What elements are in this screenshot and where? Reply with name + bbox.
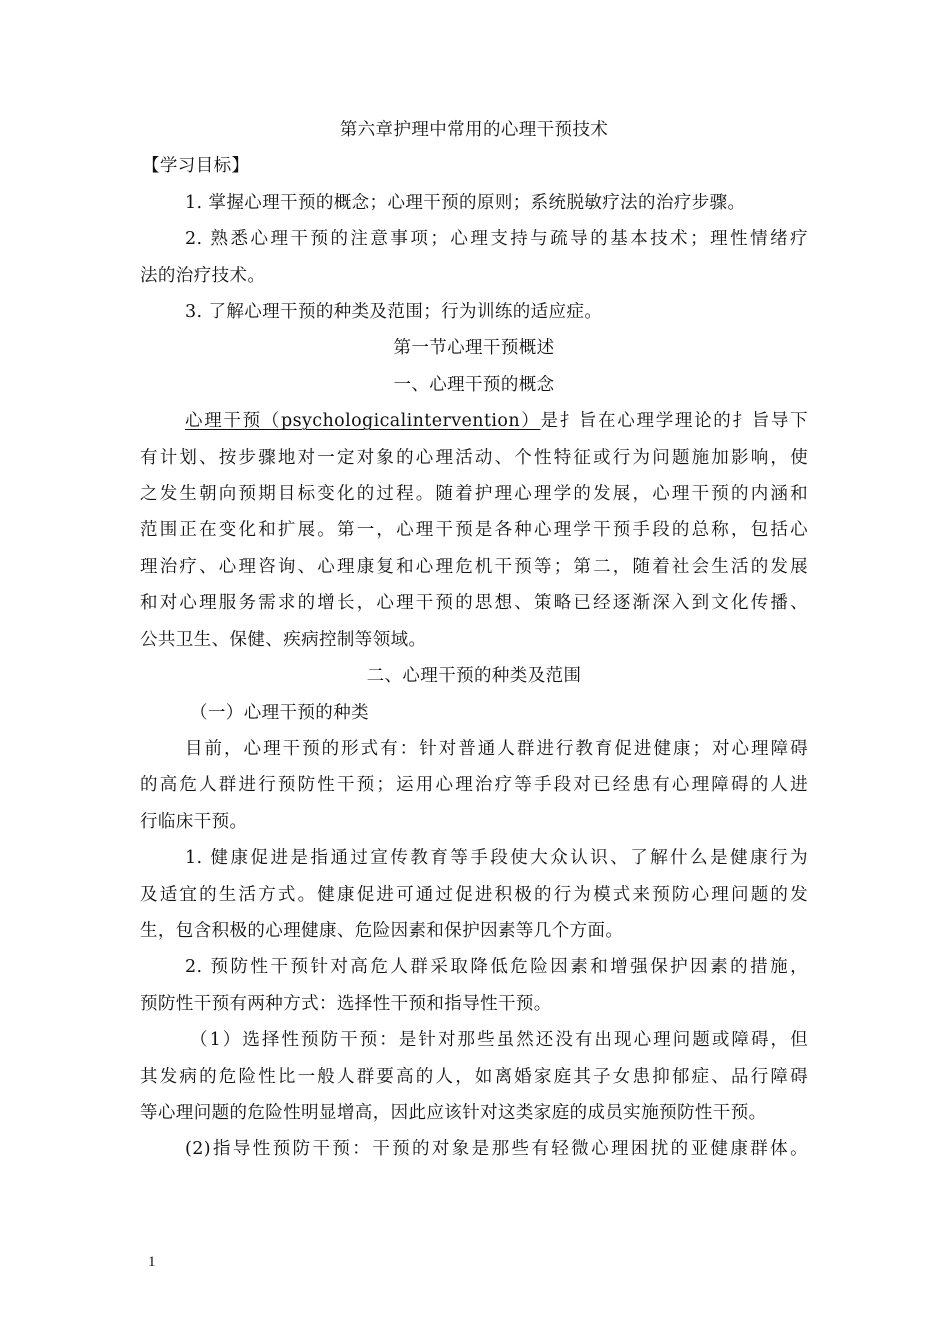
types-line-1: 目前，心理干预的形式有：针对普通人群进行教育促进健康；对心理障碍 [185,738,808,759]
concept-line-2: 有计划、按步骤地对一定对象的心理活动、个性特征或行为问题施加影响，使 [140,447,808,468]
types-line-3: 行临床干预。 [140,811,248,832]
guided-paragraph [140,1131,808,1167]
chapter-title: 第六章护理中常用的心理干预技术 [339,120,609,140]
subsection-1-title: 一、心理干预的概念 [393,374,555,395]
objective-item-2 [140,221,808,294]
types-line-2: 的高危人群进行预防性干预；运用心理治疗等手段对已经患有心理障碍的人进 [140,775,808,796]
guide-line-1: (2)指导性预防干预：干预的对象是那些有轻微心理困扰的亚健康群体。 [185,1139,808,1160]
objectives-heading: 【学习目标】 [142,156,250,177]
concept-line-3: 之发生朝向预期目标变化的过程。随着护理心理学的发展，心理干预的内涵和 [140,484,808,505]
objective-item-1: 1. 掌握心理干预的概念；心理干预的原则；系统脱敏疗法的治疗步骤。 [185,192,746,213]
health-line-3: 生，包含积极的心理健康、危险因素和保护因素等几个方面。 [140,920,624,941]
subsection-2-title: 二、心理干预的种类及范围 [366,666,582,687]
selective-paragraph [140,1022,808,1131]
concept-line-4: 范围正在变化和扩展。第一，心理干预是各种心理学干预手段的总称，包括心 [140,520,808,541]
sel-line-3: 等心理问题的危险性明显增高，因此应该针对这类家庭的成员实施预防性干预。 [140,1102,767,1123]
concept-line-5: 理治疗、心理咨询、心理康复和心理危机干预等；第二，随着社会生活的发展 [140,556,808,577]
health-line-1: 1. 健康促进是指通过宣传教育等手段使大众认识、了解什么是健康行为 [185,848,808,869]
sel-line-2: 其发病的危险性比一般人群要高的人，如离婚家庭其子女患抑郁症、品行障碍 [140,1066,808,1087]
concept-term: 心理干预（psychologicalintervention） [185,411,541,432]
page-number: 1 [148,1254,156,1270]
health-promotion-paragraph [140,840,808,949]
concept-line-6: 和对心理服务需求的增长，心理干预的思想、策略已经逐渐深入到文化传播、 [140,593,808,614]
concept-paragraph [140,403,808,658]
objective-2-line-1: 2. 熟悉心理干预的注意事项；心理支持与疏导的基本技术；理性情绪疗 [185,229,808,250]
sel-line-1: （1）选择性预防干预：是针对那些虽然还没有出现心理问题或障碍，但 [190,1030,808,1051]
concept-line-1-rest: 是扌旨在心理学理论的扌旨导下 [540,411,808,432]
concept-line-7: 公共卫生、保健、疾病控制等领域。 [140,629,427,650]
health-line-2: 及适宜的生活方式。健康促进可通过促进积极的行为模式来预防心理问题的发 [140,884,808,905]
types-heading: （一）心理干预的种类 [190,702,369,723]
objective-2-line-2: 法的治疗技术。 [140,265,266,286]
objective-item-3: 3. 了解心理干预的种类及范围；行为训练的适应症。 [185,302,603,323]
document-page [140,112,808,1168]
types-paragraph [140,731,808,840]
prev-line-2: 预防性干预有两种方式：选择性干预和指导性干预。 [140,993,552,1014]
section-1-title: 第一节心理干预概述 [393,338,555,359]
preventive-paragraph [140,949,808,1022]
prev-line-1: 2. 预防性干预针对高危人群采取降低危险因素和增强保护因素的措施， [185,957,808,978]
concept-line-1 [140,403,808,439]
